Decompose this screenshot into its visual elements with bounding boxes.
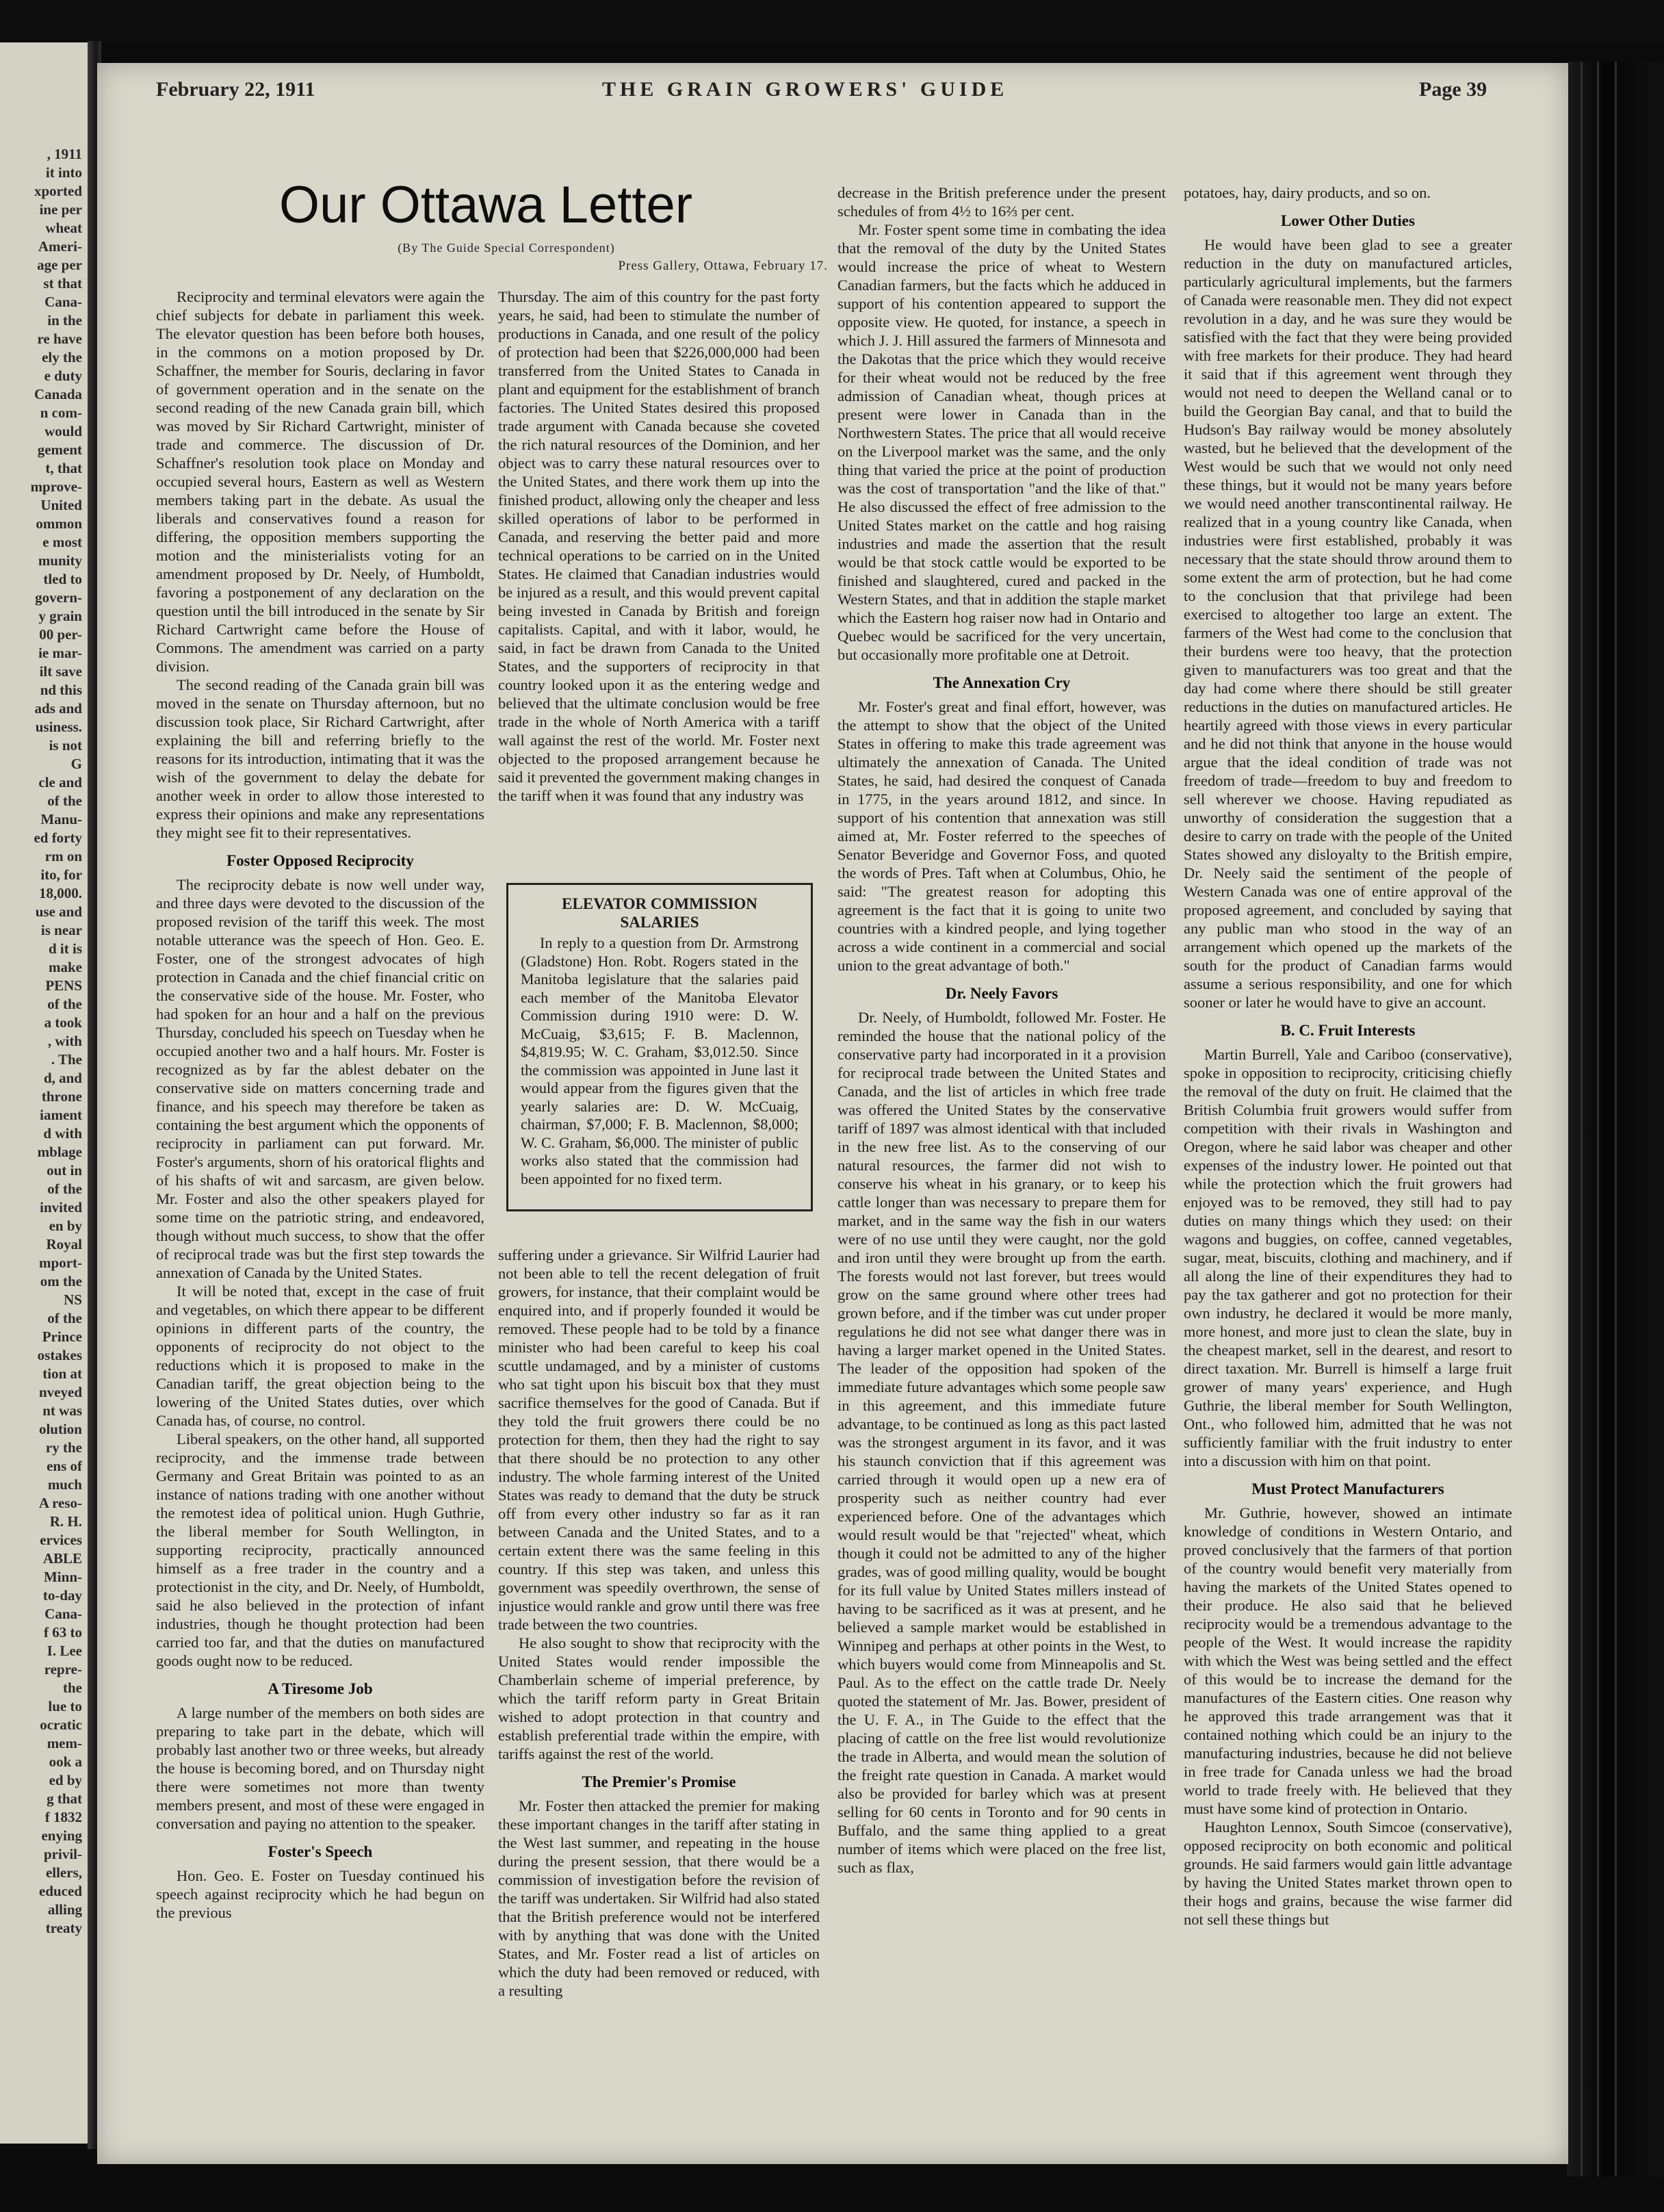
adjacent-page-line: ed forty bbox=[34, 830, 82, 846]
article-paragraph: Haughton Lennox, South Simcoe (conservative), opposed reciprocity on both economic and political grounds. He said farmers would gain little advantage by having the United States market thrown open to their hogs and grains, because the wise farmer did not sell these things but bbox=[1184, 1818, 1512, 1928]
article-paragraph: Liberal speakers, on the other hand, all supported reciprocity, and the immense trade between Germany and Great Britain was pointed to as an instance of nations trading with one another without the remotest idea of political union. Hugh Guthrie, the liberal member for South Wellington, in supporting reciprocity, practically announced himself as a free trader in the country and a protectionist in the city, and Dr. Neely, of Humboldt, said he also believed in the protection of infant industries, though he thought protection had been carried too far, and that the duties on manufactured goods ought now to be reduced. bbox=[156, 1430, 484, 1669]
adjacent-page-line: invited bbox=[40, 1199, 82, 1216]
adjacent-page-line: y grain bbox=[38, 608, 82, 624]
adjacent-page-line: it into bbox=[45, 164, 82, 181]
adjacent-page-line: A reso- bbox=[38, 1495, 82, 1511]
adjacent-page-line: is not bbox=[49, 737, 82, 754]
adjacent-page-line: ely the bbox=[42, 349, 82, 365]
adjacent-page-line: d with bbox=[43, 1125, 82, 1142]
article-paragraph: The second reading of the Canada grain bill was moved in the senate on Thursday afternoon, but no discussion took place, Sir Richard Cartwright, after explaining the bill and referring briefly to the reasons for its introduction, intimating that it was the wish of the government to delay the debate for another week in order to allow those interested to express their opinions and make any representations they might see fit to their representatives. bbox=[156, 676, 484, 841]
adjacent-page-line: ocratic bbox=[40, 1716, 82, 1733]
adjacent-page-line: ed by bbox=[49, 1772, 82, 1788]
adjacent-page-line: ito, for bbox=[40, 866, 82, 883]
adjacent-page-line: Manu- bbox=[40, 811, 82, 827]
article-byline: (By The Guide Special Correspondent) bbox=[398, 241, 615, 255]
adjacent-page-line: d it is bbox=[48, 940, 82, 957]
article-headline: Our Ottawa Letter bbox=[278, 176, 693, 234]
adjacent-page-line: ervices bbox=[40, 1532, 82, 1548]
adjacent-page-line: ommon bbox=[36, 515, 82, 532]
sidebar-box-title: ELEVATOR COMMISSION SALARIES bbox=[562, 895, 757, 931]
article-column-2-bottom bbox=[498, 1246, 820, 2135]
adjacent-page-line: ABLE bbox=[42, 1550, 82, 1567]
adjacent-page-line: treaty bbox=[45, 1920, 82, 1936]
article-paragraph: Reciprocity and terminal elevators were again the chief subjects for debate in parliament this week. The elevator question has been before both houses, in the commons on a motion proposed by Dr. Schaffner, the member for Souris, declaring in favor of government operation and in the senate on the second reading of the new Canada grain bill, which was moved by Sir Richard Cartwright, minister of trade and commerce. The discussion of Dr. Schaffner's resolution took place on Monday and occupied several hours, Eastern as well as Western members taking part in the debate. As usual the liberals and conservatives found a reason for differing, the opposition members supporting the motion and the ministerialists voting for an amendment proposed by Dr. Neely, of Humboldt, favoring a postponement of any declaration on the question until the bill introduced in the senate by Sir Richard Cartwright came before the House of Commons. The amendment was carried on a party division. bbox=[156, 288, 484, 675]
adjacent-page-line: of the bbox=[47, 996, 82, 1012]
adjacent-page-line: om the bbox=[40, 1273, 82, 1289]
section-subheading: The Premier's Promise bbox=[582, 1773, 736, 1790]
adjacent-page-line: I. Lee bbox=[47, 1643, 82, 1659]
adjacent-page-line: . The bbox=[51, 1051, 82, 1068]
article-paragraph: Dr. Neely, of Humboldt, followed Mr. Foster. He reminded the house that the national policy of the conservative party had incorporated in it a provision for reciprocal trade between the United States and Canada, and the list of articles in which free trade was offered the United States by the conservative tariff of 1897 was almost identical with that included in the new free list. As to the conserving of our natural resources, the farmer did not wish to conserve his wheat in his granary, or to keep his cattle longer than was necessary to prepare them for market, and in the same way the fish in our waters were of no use until they were caught, nor the gold and iron until they were brought up from the earth. The forests would not last forever, but trees would grow on the same ground where other trees had grown before, and if the timber was cut under proper regulations he did not see what danger there was in having a larger market opened in the United States. The leader of the opposition had spoken of the immediate future advantages which some people saw in this agreement, and this immediate future advantage, to be continued as long as this pact lasted was the strongest argument in its favor, and it was his staunch conviction that if this agreement was carried through it would open up a new era of prosperity such as neither country had ever experienced before. One of the advantages which would result would be that "rejected" wheat, which though it could not be admitted to any of the higher grades, was of good milling quality, would be bought for its full value by United States millers instead of having to be sacrificed as it was at present, and he believed a sample market would be established in Winnipeg and perhaps at other points in the West, to which buyers would come from Minneapolis and St. Paul. As to the effect on the cattle trade Dr. Neely quoted the statement of Mr. Jas. Bower, president of the U. F. A., in The Guide to the effect that the placing of cattle on the free list would revolutionize the trade in Alberta, and would mean the solution of the freight rate question in Canada. A market would also be provided for barley which was at present selling for 60 cents in Toronto and for 90 cents in Buffalo, and the same thing applied to a great number of items which were placed on the free list, such as flax, bbox=[837, 1009, 1166, 1876]
adjacent-page-line: Canada bbox=[34, 386, 82, 402]
adjacent-page-line: Royal bbox=[46, 1236, 82, 1252]
header-date: February 22, 1911 bbox=[156, 78, 315, 101]
adjacent-page-line: a took bbox=[44, 1014, 82, 1031]
article-paragraph: He would have been glad to see a greater reduction in the duty on manufactured articles, particularly agricultural implements, but the farmers of Canada were reasonable men. They did not expect revolution in a day, and he was sure they would be satisfied with the fact that they were being provided with free markets for their produce. They had heard it said that if this agreement went through they would not need to deepen the Welland canal or to build the Georgian Bay canal, and that to build the Hudson's Bay railway would be money absolutely wasted, but he believed that the development of the West would be such that we would not only need these things, but it would not be many years before we would need another transcontinental railway. He realized that in a young country like Canada, when industries were first established, probably it was necessary that the state should throw around them to some extent the arm of protection, but he had come to the conclusion that that privilege had been exercised to altogether too large an extent. The farmers of the West had come to the conclusion that their burdens were too heavy, that the protection given to manufacturers was too great and that the day had come where there should be still greater reductions in the duties on manufactured articles. He heartily agreed with those views in every particular and he did not think that anyone in the house would argue that the ideal condition of trade was not freedom of trade—freedom to buy and freedom to sell wherever we choose. Having repudiated as unworthy of consideration the suggestion that a desire to carry on trade with the people of the United States showed any disloyalty to the British empire, Dr. Neely said the sentiment of the people of Western Canada was one of entire approval of the proposed agreement, and concluded by saying that any public man who stood in the way of an arrangement which opened up the markets of the south for the product of Canadian farms would assume a serious responsibility, and one for which sooner or later he would have to give an account. bbox=[1184, 236, 1512, 1011]
adjacent-page-line: alling bbox=[47, 1901, 82, 1918]
article-paragraph: Hon. Geo. E. Foster on Tuesday continued his speech against reciprocity which he had begun on the previous bbox=[156, 1867, 484, 1921]
adjacent-page-line: make bbox=[49, 959, 82, 975]
adjacent-page-line: wheat bbox=[42, 220, 82, 236]
adjacent-page-line: of the bbox=[47, 1310, 82, 1326]
header-publication: THE GRAIN GROWERS' GUIDE bbox=[602, 78, 1009, 101]
sidebar-box-text: In reply to a question from Dr. Armstrong (Gladstone) Hon. Robt. Rogers stated in the Manitoba legislature that the salaries paid each member of the Manitoba Elevator Commission during 1910 were: D. W. McCuaig, $3,615; F. B. Maclennon, $4,819.95; W. C. Graham, $3,012.50. Since the commission was appointed in June last it would appear from the figures given that the yearly salaries are: D. W. McCuaig, chairman, $7,000; F. B. Maclennon, $8,000; W. C. Graham, $6,000. The minister of public works also stated that the commission had been appointed for no fixed term. bbox=[521, 934, 798, 1187]
article-paragraph: He also sought to show that reciprocity with the United States would render impossible the Chamberlain scheme of imperial preference, by which the tariff reform party in Great Britain wished to adopt protection in that country and establish preferential trade within the empire, with tariffs against the rest of the world. bbox=[498, 1634, 820, 1762]
adjacent-page-line: ads and bbox=[34, 700, 82, 717]
section-subheading: The Annexation Cry bbox=[933, 674, 1071, 691]
adjacent-page-line: mprove- bbox=[30, 478, 82, 495]
adjacent-page-line: nveyed bbox=[39, 1384, 82, 1400]
adjacent-page-line: G bbox=[70, 756, 82, 772]
sidebar-box-elevator-salaries bbox=[506, 883, 813, 1211]
page-edges bbox=[1567, 62, 1664, 2176]
adjacent-page-line: ilt save bbox=[39, 663, 82, 680]
adjacent-page-line: privil- bbox=[44, 1846, 82, 1862]
article-paragraph: Thursday. The aim of this country for the past forty years, he said, had been to stimulate the number of productions in Canada, and one result of the policy of protection had been that $226,000,000 had been transferred from the United States to Canada in plant and equipment for the establishment of branch factories. The United States desired this proposed trade argument with Canada because she coveted the rich natural resources of the Dominion, and her object was to carry these natural resources over to the United States, and there work them up into the finished product, allowing only the cheaper and less skilled operations of labor to be performed in Canada, and reserving the better paid and more technical operations to be carried on in the United States. He claimed that Canadian industries would be injured as a result, and this would prevent capital being invested in Canada by British and foreign capitalists. Capital, and with it labor, would, he said, in fact be drawn from Canada to the United States, and the supporters of reciprocity in that country looked upon it as the entering wedge and believed that the ultimate conclusion would be free trade in the whole of North America with a tariff wall against the rest of the world. Mr. Foster next objected to the proposed arrangement because he said it prevented the government making changes in the tariff when it was found that any industry was bbox=[498, 288, 820, 804]
adjacent-page-line: PENS bbox=[45, 977, 82, 994]
article-paragraph: potatoes, hay, dairy products, and so on. bbox=[1184, 184, 1431, 201]
adjacent-page-line: the bbox=[63, 1680, 82, 1696]
adjacent-page-line: Minn- bbox=[43, 1569, 82, 1585]
adjacent-page-line: re have bbox=[37, 331, 82, 347]
adjacent-page-line: ry the bbox=[45, 1439, 82, 1456]
section-subheading: Must Protect Manufacturers bbox=[1251, 1480, 1444, 1497]
adjacent-page-line: olution bbox=[38, 1421, 82, 1437]
adjacent-page-line: of the bbox=[47, 1181, 82, 1197]
article-paragraph: A large number of the members on both sides are preparing to take part in the debate, which will probably last another two or three weeks, but already the house is becoming bored, and on Thursday night there were sometimes not more than twenty members present, and most of these were engaged in conversation and paying no attention to the speaker. bbox=[156, 1704, 484, 1832]
section-subheading: Dr. Neely Favors bbox=[945, 985, 1058, 1002]
adjacent-page-line: use and bbox=[35, 903, 82, 920]
adjacent-page-line: tion at bbox=[42, 1365, 82, 1382]
adjacent-page-line: iament bbox=[40, 1107, 82, 1123]
adjacent-page-line: usiness. bbox=[35, 719, 82, 735]
adjacent-page-line: Cana- bbox=[44, 294, 82, 310]
adjacent-page-line: g that bbox=[47, 1790, 82, 1807]
adjacent-page-line: ens of bbox=[47, 1458, 82, 1474]
adjacent-page-line: throne bbox=[41, 1088, 82, 1105]
adjacent-page-line: , with bbox=[47, 1033, 82, 1049]
adjacent-page-line: to-day bbox=[42, 1587, 82, 1604]
adjacent-page-line: of the bbox=[47, 793, 82, 809]
article-paragraph: The reciprocity debate is now well under way, and three days were devoted to the discussion of the proposed revision of the tariff this week. The most notable utterance was the speech of Hon. Geo. E. Foster, one of the strongest advocates of high protection in Canada and the chief financial critic on the conservative side of the house. Mr. Foster, who had spoken for an hour and a half on the previous Thursday, concluded his speech on Tuesday when he occupied another two and a half hours. Mr. Foster is recognized as by far the ablest debater on the conservative side on matters concerning trade and finance, and his speech may therefore be taken as containing the best argument which the opponents of reciprocity in parliament can put forward. Mr. Foster's arguments, shorn of his oratorical flights and of his shafts of wit and sarcasm, are given below. Mr. Foster and also the other speakers played for some time on the patriotic string, and endeavored, though without much success, to show that the offer of reciprocal trade was but the first step towards the annexation of Canada by the United States. bbox=[156, 876, 484, 1281]
article-paragraph: decrease in the British preference under the present schedules of from 4½ to 16⅔ per cent. bbox=[837, 184, 1166, 220]
adjacent-page-text bbox=[0, 42, 88, 1938]
article-column-4 bbox=[1184, 183, 1512, 2135]
adjacent-page-line: mport- bbox=[39, 1255, 82, 1271]
header-page-number: Page 39 bbox=[1419, 78, 1487, 101]
adjacent-page-line: , 1911 bbox=[47, 146, 82, 162]
adjacent-page-line: e duty bbox=[44, 368, 82, 384]
article-paragraph: Mr. Foster spent some time in combating the idea that the removal of the duty by the United States would increase the price of wheat to Western Canadian farmers, but the facts which he adduced in support of his contention appeared to support the opposite view. He quoted, for instance, a speech in which J. J. Hill assured the farmers of Minnesota and the Dakotas that the price which they would receive for their wheat would not be reduced by the free admission of Canadian wheat, though prices at present were lower in Canada than in the Northwestern States. The price that all would receive on the Liverpool market was the same, and the only thing that varied the price at the point of production was the cost of transportation "and the like of that." He also discussed the effect of free admission to the United States market on the cattle and hog raising industries and made the assertion that the result would be that stock cattle would be exported to be finished and slaughtered, cured and packed in the Western States, and that in addition the staple market which the Eastern hog raiser now had in Ontario and Quebec would be sacrificed for the very uncertain, but occasionally more profitable one at Detroit. bbox=[837, 221, 1166, 663]
scan-top-border bbox=[0, 0, 1664, 41]
article-paragraph: Martin Burrell, Yale and Cariboo (conservative), spoke in opposition to reciprocity, criticising chiefly the removal of the duty on fruit. He claimed that the British Columbia fruit growers would suffer from competition with their rivals in Washington and Oregon, where he said labor was cheaper and other expenses of the industry lower. He pointed out that while the protection which the fruit growers had enjoyed was to be removed, they still had to pay duties on many things which they used: on their wagons and buggies, on coffee, canned vegetables, sugar, meat, biscuits, clothing and machinery, and if all along the line of their expenditures they had to pay the tax gatherer and got no protection for their own industry, he declared it would be more manly, more honest, and more just to clean the slate, buy in the cheapest market, sell in the dearest, and resort to direct taxation. Mr. Burrell is himself a large fruit grower of many years' experience, and Hugh Guthrie, the liberal member for South Wellington, Ont., who followed him, admitted that he was not sufficiently familiar with the fruit industry to enter into a discussion with him on that point. bbox=[1184, 1046, 1512, 1469]
section-subheading: Foster Opposed Reciprocity bbox=[226, 852, 414, 869]
article-dateline: Press Gallery, Ottawa, February 17. bbox=[618, 259, 828, 273]
adjacent-page-line: en by bbox=[49, 1218, 82, 1234]
adjacent-page-line: munity bbox=[38, 552, 82, 569]
article-column-1 bbox=[156, 287, 484, 2135]
adjacent-page-line: ostakes bbox=[37, 1347, 82, 1363]
adjacent-page-line: st that bbox=[43, 275, 82, 292]
section-subheading: Foster's Speech bbox=[268, 1843, 373, 1860]
adjacent-page-line: enying bbox=[41, 1827, 82, 1844]
adjacent-page-line: out in bbox=[47, 1162, 82, 1179]
article-paragraph: It will be noted that, except in the case of fruit and vegetables, on which there appear to be different opinions in different parts of the country, the opponents of reciprocity do not object to the reductions which it is proposed to make in the Canadian tariff, the great objection being to the lowering of the United States duties, over which Canada has, of course, no control. bbox=[156, 1283, 484, 1429]
adjacent-page-line: gement bbox=[37, 441, 82, 458]
adjacent-page-line: mblage bbox=[37, 1144, 82, 1160]
adjacent-page-line: NS bbox=[64, 1291, 82, 1308]
article-paragraph: Mr. Foster then attacked the premier for making these important changes in the tariff after stating in the West last summer, and repeating in the house during the present session, that there would be a commission of investigation before the revision of the tariff was undertaken. Sir Wilfrid had also stated that the British preference would not be interfered with by anything that was done with the United States, and Mr. Foster read a list of articles on which the duty had been removed or reduced, with a resulting bbox=[498, 1797, 820, 1999]
adjacent-page-line: lue to bbox=[48, 1698, 82, 1714]
article-column-3 bbox=[837, 183, 1166, 2135]
adjacent-page-line: nt was bbox=[42, 1402, 82, 1419]
adjacent-page-line: e most bbox=[42, 534, 82, 550]
adjacent-page-line: ellers, bbox=[45, 1864, 82, 1881]
adjacent-page-line: age per bbox=[37, 257, 82, 273]
adjacent-page-line: Cana- bbox=[44, 1606, 82, 1622]
section-subheading: B. C. Fruit Interests bbox=[1280, 1022, 1416, 1039]
adjacent-page-line: is near bbox=[40, 922, 82, 938]
adjacent-page-line: mem- bbox=[47, 1735, 82, 1751]
adjacent-page-line: ie mar- bbox=[38, 645, 82, 661]
adjacent-page-line: R. H. bbox=[49, 1513, 82, 1530]
adjacent-page-line: n com- bbox=[40, 404, 82, 421]
adjacent-page-line: 00 per- bbox=[39, 626, 82, 643]
section-subheading: A Tiresome Job bbox=[268, 1680, 373, 1697]
article-column-2-top bbox=[498, 287, 820, 856]
adjacent-page-line: cle and bbox=[38, 774, 82, 790]
adjacent-page-line: educed bbox=[39, 1883, 82, 1899]
adjacent-page-line: in the bbox=[47, 312, 82, 329]
adjacent-page-line: rm on bbox=[44, 848, 82, 864]
adjacent-page-line: 18,000. bbox=[39, 885, 82, 901]
adjacent-page-line: f 63 to bbox=[44, 1624, 82, 1641]
adjacent-page-fragment bbox=[0, 42, 88, 2144]
adjacent-page-line: Ameri- bbox=[38, 238, 82, 255]
adjacent-page-line: ine per bbox=[39, 201, 82, 218]
section-subheading: Lower Other Duties bbox=[1281, 212, 1415, 229]
adjacent-page-line: d, and bbox=[43, 1070, 82, 1086]
adjacent-page-line: govern- bbox=[35, 589, 82, 606]
adjacent-page-line: much bbox=[47, 1476, 82, 1493]
article-paragraph: Mr. Foster's great and final effort, however, was the attempt to show that the object of the United States in offering to make this trade agreement was ultimately the annexation of Canada. The United States, he said, had desired the conquest of Canada in 1775, in the years around 1812, and since. In support of his contention that annexation was still aimed at, Mr. Foster referred to the speeches of Senator Beveridge and Governor Foss, and quoted the words of Pres. Taft when at Columbus, Ohio, he said: "The greatest reason for adopting this agreement is the fact that it is going to unite two countries with a kindred people, and lying together across a wide continent in a commercial and social union to the great advantage of both." bbox=[837, 698, 1166, 974]
adjacent-page-line: t, that bbox=[45, 460, 82, 476]
adjacent-page-line: f 1832 bbox=[44, 1809, 82, 1825]
article-paragraph: Mr. Guthrie, however, showed an intimate knowledge of conditions in Western Ontario, and proved conclusively that the farmers of that portion of the country would benefit very materially from having the markets of the United States opened to their produce. He also said that he believed reciprocity would be a tremendous advantage to the people of the West. It would increase the rapidity with which the West was being settled and the effect of this would be to increase the demand for the manufactures of the Eastern cities. One reason why he approved this trade arrangement was that it contained nothing which could be an injury to the manufacturing industries, because he did not believe in free trade for Canada unless we had the broad world to trade freely with. He believed that they must have some kind of protection in Ontario. bbox=[1184, 1504, 1512, 1817]
adjacent-page-line: xported bbox=[34, 183, 82, 199]
adjacent-page-line: Prince bbox=[42, 1328, 82, 1345]
adjacent-page-line: tled to bbox=[43, 571, 82, 587]
adjacent-page-line: nd this bbox=[40, 682, 82, 698]
adjacent-page-line: ook a bbox=[49, 1753, 82, 1770]
article-paragraph: suffering under a grievance. Sir Wilfrid Laurier had not been able to tell the recent delegation of fruit growers, for instance, that their complaint would be enquired into, and if properly founded it would be removed. These people had to be told by a finance minister who had been careful to keep his coal scuttle undamaged, and by a minister of customs who sat tight upon his biscuit box that they must sacrifice themselves for the good of Canada. But if they told the fruit growers there could be no protection for them, then they had the right to say that there should be no protection to any other industry. The whole farming interest of the United States was ready to demand that the duty be struck off from every other industry so far as it ran between Canada and the United States, and to a certain extent there was the same feeling in this country. If this step was taken, and unless this government was speedily overthrown, the sense of injustice would rankle and grow until there was free trade between the two countries. bbox=[498, 1246, 820, 1633]
adjacent-page-line: repre- bbox=[44, 1661, 82, 1677]
adjacent-page-line: would bbox=[44, 423, 82, 439]
adjacent-page-line: United bbox=[40, 497, 82, 513]
